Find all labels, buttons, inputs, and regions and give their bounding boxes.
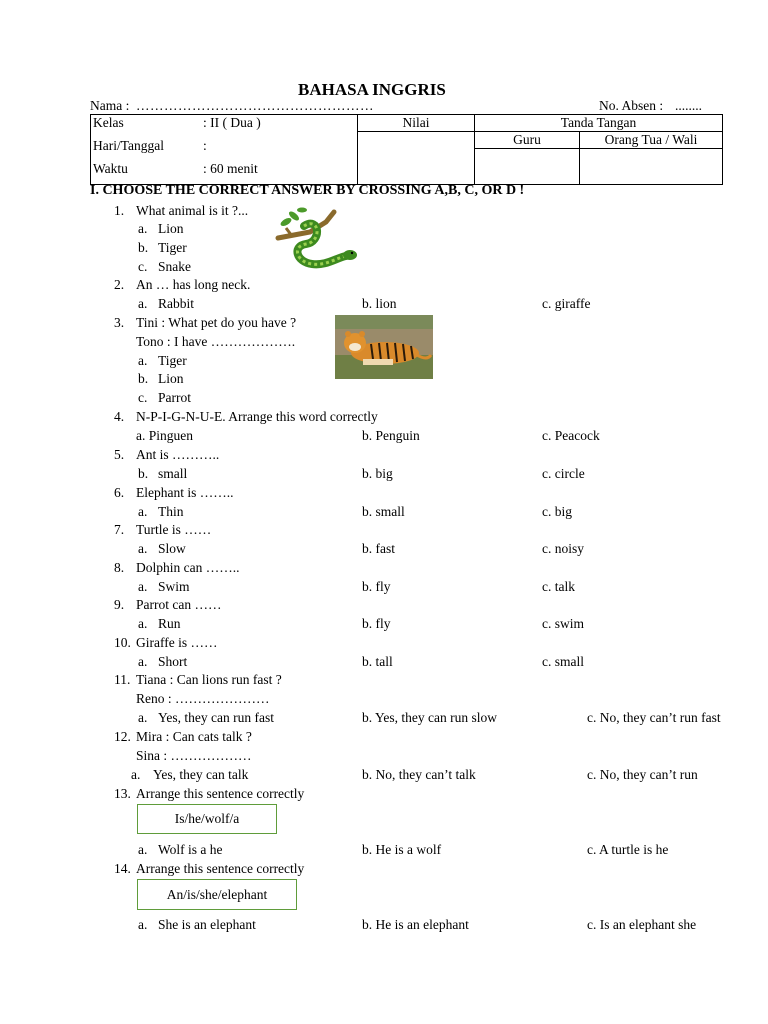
q12-text: Mira : Can cats talk ? [136,729,252,744]
waktu-label: Waktu [93,161,128,176]
absen-label: No. Absen : [599,98,664,113]
q7-text: Turtle is …… [136,522,212,537]
q11-number: 11. [114,672,131,687]
q5-number: 5. [114,447,125,462]
nama-label: Nama : [90,98,130,113]
q6-option-a-letter[interactable]: a. [138,504,148,519]
q12-number: 12. [114,729,131,744]
q7-option-c[interactable]: c. noisy [542,541,584,556]
page-title: BAHASA INGGRIS [298,80,446,99]
q3-text: Tini : What pet do you have ? [136,315,297,330]
q11-option-a-letter[interactable]: a. [138,710,148,725]
q7-option-a[interactable]: Slow [158,541,186,556]
ortu-header: Orang Tua / Wali [580,132,723,149]
q1-option-a-letter[interactable]: a. [138,221,148,236]
q14-number: 14. [114,861,131,876]
q9-text: Parrot can …… [136,597,222,612]
q11-text: Tiana : Can lions run fast ? [136,672,282,687]
q2-option-a-letter[interactable]: a. [138,296,148,311]
q13-option-a[interactable]: Wolf is a he [158,842,223,857]
q12-text-2: Sina : ……………… [136,748,252,763]
q5-option-a[interactable]: small [158,466,188,481]
q2-number: 2. [114,277,125,292]
q4-option-b[interactable]: b. Penguin [362,428,420,443]
q7-option-b[interactable]: b. fast [362,541,395,556]
q11-option-a[interactable]: Yes, they can run fast [158,710,274,725]
q14-word-box [137,879,297,910]
q3-option-a-letter[interactable]: a. [138,353,148,368]
q8-option-a[interactable]: Swim [158,579,190,594]
q1-option-a[interactable]: Lion [158,221,184,236]
q6-option-c[interactable]: c. big [542,504,572,519]
section-title: I. CHOOSE THE CORRECT ANSWER BY CROSSING A,B, C, OR D ! [90,183,525,198]
kelas-value: : II ( Dua ) [203,115,261,130]
q12-option-c[interactable]: c. No, they can’t run [587,767,698,782]
q4-text: N-P-I-G-N-U-E. Arrange this word correctly [136,409,378,424]
nama-field[interactable]: …………………………………………… [136,98,374,113]
q8-text: Dolphin can …….. [136,560,240,575]
q2-option-b[interactable]: b. lion [362,296,397,311]
q4-number: 4. [114,409,125,424]
q13-word-box [137,804,277,834]
q1-text: What animal is it ?... [136,203,249,218]
q8-option-a-letter[interactable]: a. [138,579,148,594]
q14-option-c[interactable]: c. Is an elephant she [587,917,697,932]
hari-label: Hari/Tanggal [93,138,165,153]
q3-option-b-letter[interactable]: b. [138,371,149,386]
q1-number: 1. [114,203,125,218]
q1-option-b[interactable]: Tiger [158,240,187,255]
q13-number: 13. [114,786,131,801]
q4-option-a[interactable]: a. Pinguen [136,428,193,443]
q14-option-a-letter[interactable]: a. [138,917,148,932]
hari-value[interactable]: : [203,138,207,153]
q10-number: 10. [114,635,131,650]
q8-option-c[interactable]: c. talk [542,579,575,594]
q9-number: 9. [114,597,125,612]
q14-option-a[interactable]: She is an elephant [158,917,256,932]
kelas-label: Kelas [93,115,124,130]
guru-signature-box[interactable] [475,149,580,185]
q1-option-b-letter[interactable]: b. [138,240,149,255]
absen-field[interactable]: ........ [675,98,702,113]
q5-text: Ant is ……….. [136,447,220,462]
q3-option-a[interactable]: Tiger [158,353,187,368]
q13-text: Arrange this sentence correctly [136,786,305,801]
q14-word-box-text: An/is/she/elephant [166,886,268,902]
waktu-value: : 60 menit [203,161,258,176]
q13-option-c[interactable]: c. A turtle is he [587,842,669,857]
q5-option-b[interactable]: b. big [362,466,393,481]
q11-text-2: Reno : ………………… [136,691,270,706]
snake-illustration [274,204,358,274]
q10-option-a-letter[interactable]: a. [138,654,148,669]
q7-number: 7. [114,522,125,537]
q3-option-c-letter[interactable]: c. [138,390,148,405]
q14-text: Arrange this sentence correctly [136,861,305,876]
q9-option-a[interactable]: Run [158,616,181,631]
q12-option-a-letter[interactable]: a. [131,767,141,782]
q10-text: Giraffe is …… [136,635,218,650]
q1-option-c[interactable]: Snake [158,259,191,274]
q3-text-2: Tono : I have ………………. [136,334,296,349]
q14-option-b[interactable]: b. He is an elephant [362,917,469,932]
q7-option-a-letter[interactable]: a. [138,541,148,556]
q3-option-c[interactable]: Parrot [158,390,191,405]
q13-option-b[interactable]: b. He is a wolf [362,842,442,857]
q11-option-c[interactable]: c. No, they can’t run fast [587,710,721,725]
tanda-tangan-header: Tanda Tangan [475,115,723,132]
q13-option-a-letter[interactable]: a. [138,842,148,857]
q1-option-c-letter[interactable]: c. [138,259,148,274]
q9-option-c[interactable]: c. swim [542,616,584,631]
q13-word-box-text: Is/he/wolf/a [174,811,240,826]
student-info-cell [91,115,358,185]
q5-option-a-letter[interactable]: b. [138,466,149,481]
q6-text: Elephant is …….. [136,485,234,500]
q5-option-c[interactable]: c. circle [542,466,585,481]
q9-option-b[interactable]: b. fly [362,616,391,631]
q6-option-a[interactable]: Thin [158,504,184,519]
q12-option-a[interactable]: Yes, they can talk [153,767,249,782]
q10-option-c[interactable]: c. small [542,654,584,669]
q6-number: 6. [114,485,125,500]
ortu-signature-box[interactable] [580,149,723,185]
guru-header: Guru [475,132,580,149]
q10-option-b[interactable]: b. tall [362,654,393,669]
q2-option-c[interactable]: c. giraffe [542,296,591,311]
q8-option-b[interactable]: b. fly [362,579,391,594]
nilai-box[interactable] [358,132,475,185]
q2-option-a[interactable]: Rabbit [158,296,194,311]
q3-number: 3. [114,315,125,330]
q10-option-a[interactable]: Short [158,654,188,669]
q9-option-a-letter[interactable]: a. [138,616,148,631]
q2-text: An … has long neck. [136,277,251,292]
tiger-photo [335,315,433,379]
q4-option-c[interactable]: c. Peacock [542,428,600,443]
nilai-header: Nilai [358,115,475,132]
info-table [90,114,723,185]
q3-option-b[interactable]: Lion [158,371,184,386]
q11-option-b[interactable]: b. Yes, they can run slow [362,710,497,725]
q12-option-b[interactable]: b. No, they can’t talk [362,767,476,782]
q8-number: 8. [114,560,125,575]
q6-option-b[interactable]: b. small [362,504,405,519]
